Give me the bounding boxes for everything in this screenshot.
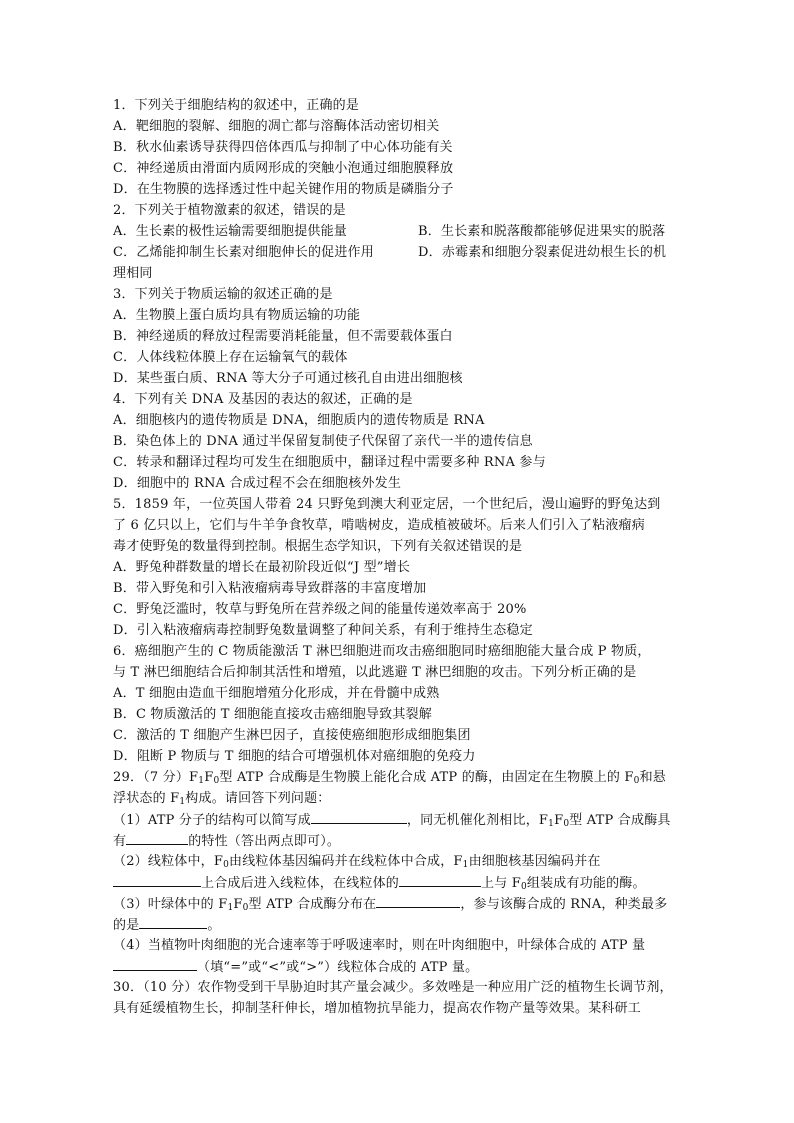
text: ，参与该酶合成的 RNA，种类最多 bbox=[460, 897, 668, 912]
text: 浮状态的 F bbox=[113, 791, 180, 806]
subscript: 1 bbox=[548, 819, 555, 829]
part-1 bbox=[113, 809, 681, 830]
option-a: A．生长素的极性运输需要细胞提供能量 bbox=[113, 224, 347, 239]
part-4: （4）当植物叶肉细胞的光合速率等于呼吸速率时，则在叶肉细胞中，叶绿体合成的 ATP 量 bbox=[113, 938, 646, 953]
option-b: B．染色体上的 DNA 通过半保留复制使子代保留了亲代一半的遗传信息 bbox=[113, 434, 533, 449]
answer-blank[interactable] bbox=[139, 914, 207, 929]
option-c: C．转录和翻译过程均可发生在细胞质中，翻译过程中需要多种 RNA 参与 bbox=[113, 455, 546, 470]
question-3 bbox=[113, 284, 681, 389]
question-stem: 5．1859 年，一位英国人带着 24 只野兔到澳大利亚定居，一个世纪后，漫山遍野的野兔达到 bbox=[113, 497, 661, 512]
question-30 bbox=[113, 977, 681, 1019]
question-stem: 6．癌细胞产生的 C 物质能激活 T 淋巴细胞进而攻击癌细胞同时癌细胞能大量合成 P 物质， bbox=[113, 644, 651, 659]
option-row bbox=[113, 242, 681, 263]
subscript: 1 bbox=[179, 797, 186, 807]
question-stem: 毒才使野兔的数量得到控制。根据生态学知识，下列有关叙述错误的是 bbox=[113, 539, 523, 554]
text: 型 ATP 合成酶具 bbox=[569, 813, 671, 828]
option-b: B．秋水仙素诱导获得四倍体西瓜与抑制了中心体功能有关 bbox=[113, 140, 453, 155]
question-stem: 1．下列关于细胞结构的叙述中，正确的是 bbox=[113, 98, 360, 113]
part-2-continued bbox=[113, 872, 681, 893]
question-stem: 4．下列有关 DNA 及基因的表达的叙述，正确的是 bbox=[113, 392, 413, 407]
question-5 bbox=[113, 494, 681, 641]
text: 的特性（答出两点即可）。 bbox=[188, 834, 341, 849]
option-b: B．生长素和脱落酸都能够促进果实的脱落 bbox=[418, 224, 666, 239]
question-stem: 2．下列关于植物激素的叙述，错误的是 bbox=[113, 203, 346, 218]
text: 的是 bbox=[113, 918, 140, 933]
text: F bbox=[554, 813, 564, 828]
part-1-continued bbox=[113, 830, 681, 851]
option-c: C．激活的 T 细胞产生淋巴因子，直接使癌细胞形成细胞集团 bbox=[113, 728, 471, 743]
text: 型 ATP 合成酶分布在 bbox=[248, 897, 377, 912]
option-d: D．在生物膜的选择透过性中起关键作用的物质是磷脂分子 bbox=[113, 182, 454, 197]
subscript: 0 bbox=[633, 776, 640, 786]
text: 构成。请回答下列问题： bbox=[185, 791, 331, 806]
text: 上与 F bbox=[481, 876, 521, 891]
text: 由细胞核基因编码并在 bbox=[468, 854, 601, 869]
text: 由线粒体基因编码并在线粒体中合成，F bbox=[229, 854, 463, 869]
question-29 bbox=[113, 767, 681, 977]
answer-blank[interactable] bbox=[399, 872, 481, 887]
question-4 bbox=[113, 389, 681, 494]
exam-page bbox=[113, 95, 681, 1019]
option-c: C．乙烯能抑制生长素对细胞伸长的促进作用 bbox=[113, 245, 374, 260]
option-d: D．赤霉素和细胞分裂素促进幼根生长的机 bbox=[418, 245, 667, 260]
subscript: 0 bbox=[242, 903, 249, 913]
answer-blank[interactable] bbox=[126, 830, 188, 845]
question-stem: 3．下列关于物质运输的叙述正确的是 bbox=[113, 287, 333, 302]
part-2 bbox=[113, 851, 681, 872]
part-4-continued bbox=[113, 956, 681, 977]
option-d: D．某些蛋白质、RNA 等大分子可通过核孔自由进出细胞核 bbox=[113, 371, 463, 386]
text: （填“=”或“<”或“>”）线粒体合成的 ATP 量。 bbox=[197, 960, 479, 975]
subscript: 1 bbox=[198, 776, 205, 786]
option-d: D．阻断 P 物质与 T 细胞的结合可增强机体对癌细胞的免疫力 bbox=[113, 749, 476, 764]
answer-blank[interactable] bbox=[113, 872, 201, 887]
subscript: 1 bbox=[462, 860, 469, 870]
answer-blank[interactable] bbox=[113, 956, 197, 971]
question-stem: 与 T 淋巴细胞结合后抑制其活性和增殖，以此逃避 T 淋巴细胞的攻击。下列分析正确的是 bbox=[113, 665, 637, 680]
subscript: 0 bbox=[520, 882, 527, 892]
option-a: A．野兔种群数量的增长在最初阶段近似“J 型”增长 bbox=[113, 560, 411, 575]
text: F bbox=[204, 770, 214, 785]
answer-blank[interactable] bbox=[311, 809, 407, 824]
subscript: 0 bbox=[223, 860, 230, 870]
subscript: 0 bbox=[563, 819, 570, 829]
option-d-continued: 理相同 bbox=[113, 266, 153, 281]
text: F bbox=[233, 897, 243, 912]
text: （2）线粒体中，F bbox=[113, 854, 224, 869]
question-stem bbox=[113, 788, 681, 809]
question-stem: 30．（10 分）农作物受到干旱胁迫时其产量会减少。多效唑是一种应用广泛的植物生长调节剂， bbox=[113, 980, 673, 995]
text: ，同无机催化剂相比，F bbox=[406, 813, 549, 828]
option-d: D．细胞中的 RNA 合成过程不会在细胞核外发生 bbox=[113, 476, 402, 491]
subscript: 1 bbox=[227, 903, 234, 913]
text: （3）叶绿体中的 F bbox=[113, 897, 228, 912]
text: 。 bbox=[207, 918, 221, 933]
text: （1）ATP 分子的结构可以简写成 bbox=[113, 813, 311, 828]
option-a: A．靶细胞的裂解、细胞的凋亡都与溶酶体活动密切相关 bbox=[113, 119, 440, 134]
part-3-continued bbox=[113, 914, 681, 935]
text: 组装成有功能的酶。 bbox=[526, 876, 646, 891]
option-a: A．T 细胞由造血干细胞增殖分化形成，并在骨髓中成熟 bbox=[113, 686, 440, 701]
text: 型 ATP 合成酶是生物膜上能化合成 ATP 的酶，由固定在生物膜上的 F bbox=[219, 770, 634, 785]
option-c: C．神经递质由滑面内质网形成的突触小泡通过细胞膜释放 bbox=[113, 161, 454, 176]
question-stem bbox=[113, 767, 681, 788]
question-stem: 了 6 亿只以上，它们与牛羊争食牧草，啃啮树皮，造成植被破坏。后来人们引入了粘液瘤病 bbox=[113, 518, 645, 533]
text: 和悬 bbox=[639, 770, 666, 785]
option-c: C．野兔泛滥时，牧草与野兔所在营养级之间的能量传递效率高于 20% bbox=[113, 602, 527, 617]
question-2 bbox=[113, 200, 681, 284]
option-d: D．引入粘液瘤病毒控制野兔数量调整了种间关系，有利于维持生态稳定 bbox=[113, 623, 533, 638]
answer-blank[interactable] bbox=[376, 893, 460, 908]
option-a: A．生物膜上蛋白质均具有物质运输的功能 bbox=[113, 308, 361, 323]
text: 有 bbox=[113, 834, 127, 849]
option-c: C．人体线粒体膜上存在运输氧气的载体 bbox=[113, 350, 348, 365]
option-b: B．神经递质的释放过程需要消耗能量，但不需要载体蛋白 bbox=[113, 329, 453, 344]
option-a: A．细胞核内的遗传物质是 DNA，细胞质内的遗传物质是 RNA bbox=[113, 413, 485, 428]
option-b: B．C 物质激活的 T 细胞能直接攻击癌细胞导致其裂解 bbox=[113, 707, 432, 722]
part-3 bbox=[113, 893, 681, 914]
question-6 bbox=[113, 641, 681, 767]
subscript: 0 bbox=[213, 776, 220, 786]
option-row bbox=[113, 221, 681, 242]
question-stem: 具有延缓植物生长，抑制茎秆伸长，增加植物抗旱能力，提高农作物产量等效果。某科研工 bbox=[113, 1001, 642, 1016]
option-b: B．带入野兔和引入粘液瘤病毒导致群落的丰富度增加 bbox=[113, 581, 427, 596]
text: 29．（7 分）F bbox=[113, 770, 199, 785]
text: 上合成后进入线粒体，在线粒体的 bbox=[201, 876, 400, 891]
question-1 bbox=[113, 95, 681, 200]
